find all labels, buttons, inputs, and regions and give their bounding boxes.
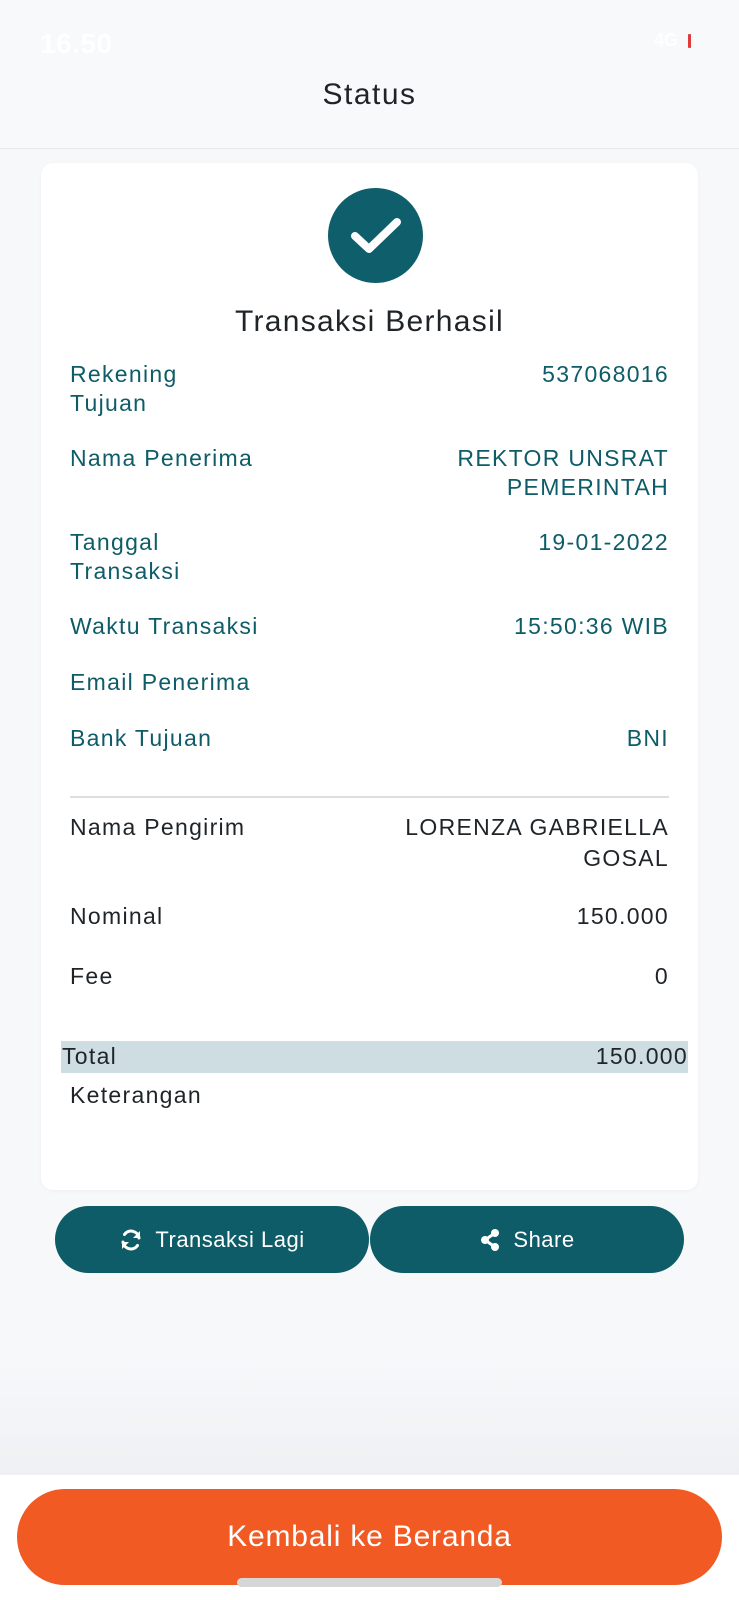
date-value: 19-01-2022 xyxy=(538,529,669,555)
share-icon xyxy=(479,1228,501,1252)
date-label xyxy=(70,528,181,586)
share-label: Share xyxy=(513,1226,575,1252)
sender-name-value xyxy=(405,812,669,874)
date-label-line1: Tanggal xyxy=(70,529,160,555)
status-time: 16.50 xyxy=(40,28,113,59)
page-title: Status xyxy=(322,78,417,111)
recipient-name-value xyxy=(457,444,669,502)
transact-again-label: Transaksi Lagi xyxy=(155,1226,305,1252)
refresh-icon xyxy=(119,1228,143,1252)
account-label xyxy=(70,360,178,418)
time-value: 15:50:36 WIB xyxy=(514,613,669,639)
note-label: Keterangan xyxy=(70,1082,202,1108)
bottom-fade xyxy=(0,1360,739,1475)
time-label: Waktu Transaksi xyxy=(70,613,259,639)
home-indicator xyxy=(237,1578,502,1587)
email-label: Email Penerima xyxy=(70,669,251,695)
nominal-value: 150.000 xyxy=(576,903,669,929)
total-label: Total xyxy=(62,1043,118,1069)
sender-name-line1: LORENZA GABRIELLA xyxy=(405,814,669,840)
status-indicators xyxy=(654,30,691,51)
date-label-line2: Transaksi xyxy=(70,558,181,584)
status-bar xyxy=(0,0,739,70)
result-title: Transaksi Berhasil xyxy=(234,305,505,338)
row-total xyxy=(61,1041,688,1073)
recipient-name-line2: PEMERINTAH xyxy=(506,474,669,500)
battery-icon xyxy=(688,34,691,48)
receipt-card xyxy=(41,163,698,1190)
sender-name-line2: GOSAL xyxy=(583,845,669,871)
total-value: 150.000 xyxy=(595,1043,688,1069)
bank-label: Bank Tujuan xyxy=(70,725,213,751)
account-label-line2: Tujuan xyxy=(70,390,148,416)
recipient-name-label: Nama Penerima xyxy=(70,445,254,471)
back-to-home-button[interactable]: Kembali ke Beranda xyxy=(17,1489,722,1585)
recipient-name-line1: REKTOR UNSRAT xyxy=(457,445,669,471)
account-label-line1: Rekening xyxy=(70,361,178,387)
sender-name-label: Nama Pengirim xyxy=(70,814,246,840)
fee-label: Fee xyxy=(70,963,114,989)
fee-value: 0 xyxy=(654,963,669,989)
transact-again-button[interactable] xyxy=(55,1206,369,1273)
share-button[interactable] xyxy=(370,1206,684,1273)
nominal-label: Nominal xyxy=(70,903,164,929)
check-icon xyxy=(328,188,423,283)
bank-value: BNI xyxy=(626,725,669,751)
account-value: 537068016 xyxy=(542,361,669,387)
divider xyxy=(70,796,669,798)
network-label: 4G xyxy=(653,30,678,50)
